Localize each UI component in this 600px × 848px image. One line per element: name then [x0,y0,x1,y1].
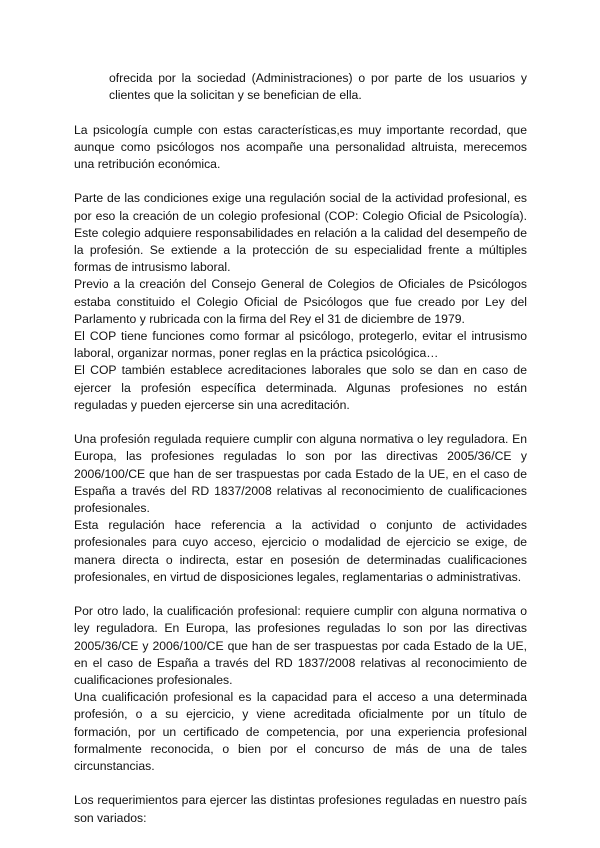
paragraph-qualification-definition: Una cualificación profesional es la capacidad para el acceso a una determinada profesión, o a su ejercicio, y viene acreditada oficialmente por un título de formación, por un certificado de competencia, por una experiencia profesional formalmente reconocida, o bien por el concurso de más de una de tales circunstancias. [74,690,527,774]
paragraph-requirements: Los requerimientos para ejercer las distintas profesiones reguladas en nuestro país son variados: [74,793,527,825]
paragraph-social-regulation: Parte de las condiciones exige una regulación social de la actividad profesional, es por eso la creación de un colegio profesional (COP: Colegio Oficial de Psicología). Este colegio adquiere responsabilidades en relación a la calidad del desempeño de la profesión. Se extiende a la protección de su especialidad frente a múltiples formas de intrusismo laboral. [74,191,527,275]
paragraph-psychology-characteristics: La psicología cumple con estas características,es muy importante recordad, que aunque como psicólogos nos acompañe una personalidad altruista, merecemos una retribución económica. [74,122,527,171]
paragraph-regulation-reference: Esta regulación hace referencia a la actividad o conjunto de actividades profesionales para cuyo acceso, ejercicio o modalidad de ejercicio se exige, de manera directa o indirecta, estar en posesión de determinadas cualificaciones profesionales, en virtud de disposiciones legales, reglamentarias o administrativas. [74,518,527,584]
paragraph-continued-list-item: ofrecida por la sociedad (Administraciones) o por parte de los usuarios y clientes que la solicitan y se benefician de ella. [109,71,527,103]
paragraph-professional-qualification: Por otro lado, la cualificación profesional: requiere cumplir con alguna normativa o ley reguladora. En Europa, las profesiones reguladas lo son por las directivas 2005/36/CE y 2006/100/CE que han de ser traspuestas por cada Estado de la UE, en el caso de España a través del RD 1837/2008 relativas al reconocimiento de cualificaciones profesionales. [74,604,527,688]
paragraph-regulated-profession: Una profesión regulada requiere cumplir con alguna normativa o ley reguladora. En Europa, las profesiones reguladas lo son por las directivas 2005/36/CE y 2006/100/CE que han de ser traspuestas por cada Estado de la UE, en el caso de España a través del RD 1837/2008 relativas al reconocimiento de cualificaciones profesionales. [74,432,527,516]
paragraph-cop-functions: El COP tiene funciones como formar al psicólogo, protegerlo, evitar el intrusismo laboral, organizar normas, poner reglas en la práctica psicológica… [74,329,527,361]
document-body [74,70,527,827]
paragraph-cop-history: Previo a la creación del Consejo General de Colegios de Oficiales de Psicólogos estaba constituido el Colegio Oficial de Psicólogos que fue creado por Ley del Parlamento y rubricada con la firma del Rey el 31 de diciembre de 1979. [74,277,527,326]
paragraph-cop-accreditations: El COP también establece acreditaciones laborales que solo se dan en caso de ejercer la profesión específica determinada. Algunas profesiones no están reguladas y pueden ejercerse sin una acreditación. [74,363,527,412]
